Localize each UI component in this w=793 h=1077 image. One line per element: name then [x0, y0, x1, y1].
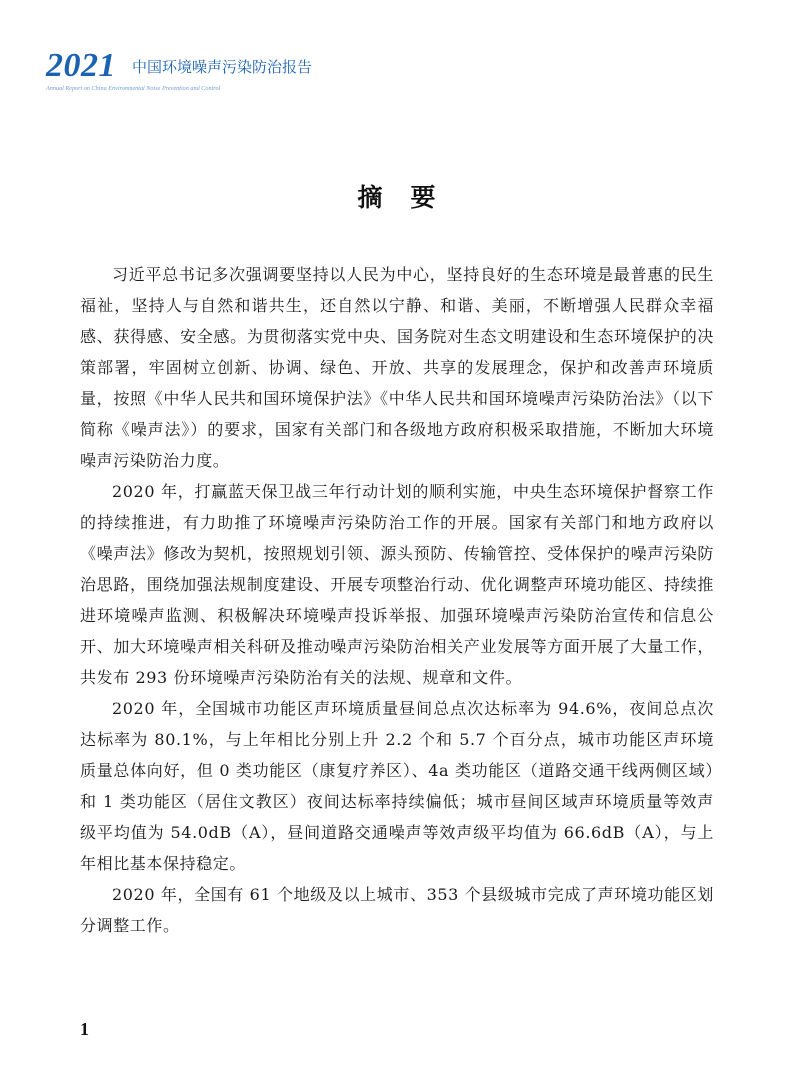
- report-header: [46, 46, 346, 102]
- page-title: [0, 180, 793, 216]
- header-year: 2021: [46, 47, 116, 84]
- page-title-char-2: 要: [410, 183, 436, 212]
- header-subtitle: Annual Report on China Environmental Noise Prevention and Control: [46, 85, 221, 92]
- header-title: 中国环境噪声污染防治报告: [132, 58, 313, 76]
- abstract-body: [80, 259, 714, 941]
- page-number: 1: [80, 1019, 89, 1039]
- paragraph-2: 2020 年，打赢蓝天保卫战三年行动计划的顺利实施，中央生态环境保护督察工作的持续推进，有力助推了环境噪声污染防治工作的开展。国家有关部门和地方政府以《噪声法》修改为契机，按照规划引领、源头预防、传输管控、受体保护的噪声污染防治思路，围绕加强法规制度建设、开展专项整治行动、优化调整声环境功能区、持续推进环境噪声监测、积极解决环境噪声投诉举报、加强环境噪声污染防治宣传和信息公开、加大环境噪声相关科研及推动噪声污染防治相关产业发展等方面开展了大量工作，共发布 293 份环境噪声污染防治有关的法规、规章和文件。: [80, 482, 714, 687]
- page-title-char-1: 摘: [357, 183, 383, 212]
- paragraph-4: 2020 年，全国有 61 个地级及以上城市、353 个县级城市完成了声环境功能区划分调整工作。: [80, 885, 714, 935]
- paragraph-3: 2020 年，全国城市功能区声环境质量昼间总点次达标率为 94.6%，夜间总点次达标率为 80.1%，与上年相比分别上升 2.2 个和 5.7 个百分点，城市功能区声环境质量总体向好，但 0 类功能区（康复疗养区）、4a 类功能区（道路交通干线两侧区域）和 1 类功能区（居住文教区）夜间达标率持续偏低；城市昼间区域声环境质量等效声级平均值为 54.0dB（A），昼间道路交通噪声等效声级平均值为 66.6dB（A），与上年相比基本保持稳定。: [80, 699, 714, 873]
- paragraph-1: 习近平总书记多次强调要坚持以人民为中心，坚持良好的生态环境是最普惠的民生福祉，坚持人与自然和谐共生，还自然以宁静、和谐、美丽，不断增强人民群众幸福感、获得感、安全感。为贯彻落实党中央、国务院对生态文明建设和生态环境保护的决策部署，牢固树立创新、协调、绿色、开放、共享的发展理念，保护和改善声环境质量，按照《中华人民共和国环境保护法》《中华人民共和国环境噪声污染防治法》（以下简称《噪声法》）的要求，国家有关部门和各级地方政府积极采取措施，不断加大环境噪声污染防治力度。: [80, 265, 714, 470]
